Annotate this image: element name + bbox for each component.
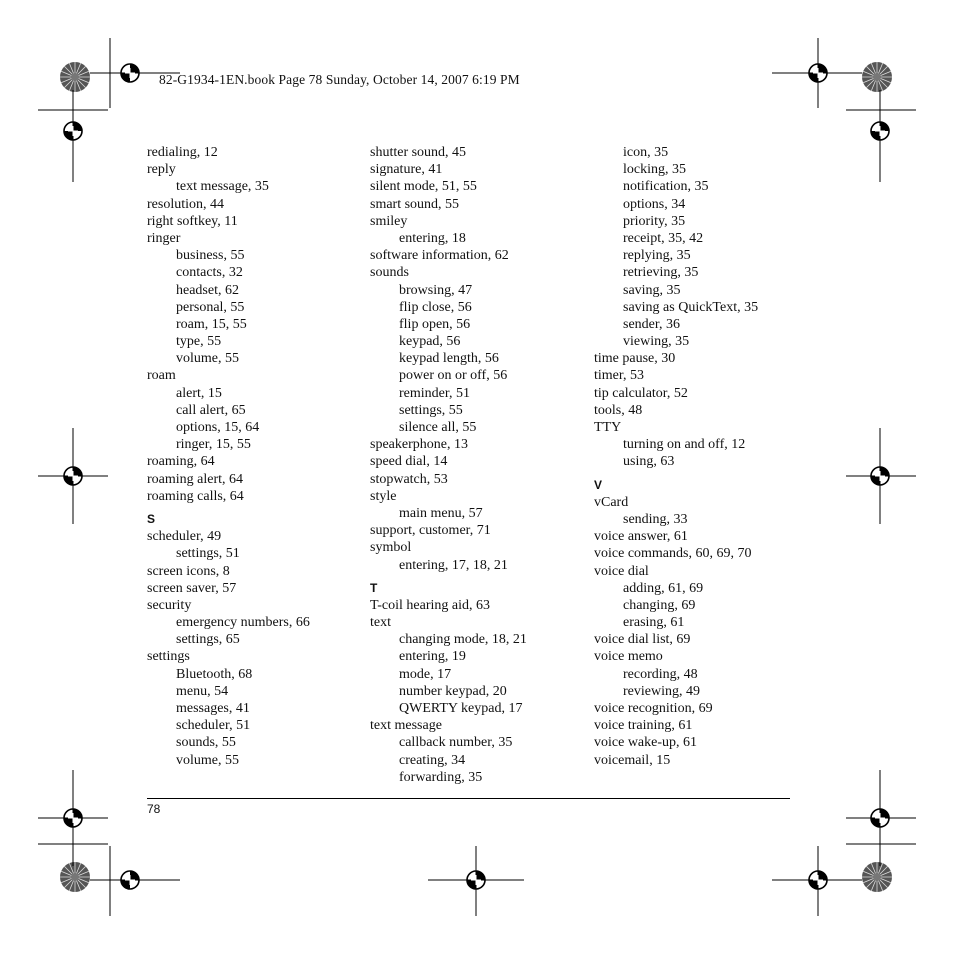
index-entry: reply (147, 162, 176, 178)
index-subentry: volume, 55 (176, 752, 239, 768)
print-header: 82-G1934-1EN.book Page 78 Sunday, October 14, 2007 6:19 PM (159, 72, 520, 87)
index-subentry: saving, 35 (623, 282, 681, 298)
index-subentry: options, 34 (623, 196, 686, 212)
index-entry: voice commands, 60, 69, 70 (594, 546, 752, 562)
index-entry: voice dial (594, 563, 649, 579)
index-subentry: changing mode, 18, 21 (399, 632, 527, 648)
index-entry: timer, 53 (594, 368, 644, 384)
index-subentry: notification, 35 (623, 179, 709, 195)
index-subentry: sender, 36 (623, 316, 680, 332)
index-letter-heading: V (594, 477, 603, 492)
index-subentry: silence all, 55 (399, 420, 477, 435)
color-target-bottom-left (60, 862, 90, 892)
index-subentry: sending, 33 (623, 511, 688, 527)
index-entry: settings (147, 649, 190, 665)
index-subentry: creating, 34 (399, 752, 466, 768)
index-column-3 (594, 144, 814, 769)
index-subentry: reviewing, 49 (623, 683, 700, 699)
index-entry: silent mode, 51, 55 (370, 179, 477, 195)
index-entry: roaming alert, 64 (147, 471, 244, 487)
index-entry: shutter sound, 45 (370, 145, 467, 160)
index-entry: resolution, 44 (147, 196, 224, 212)
index-entry: smart sound, 55 (370, 196, 460, 212)
index-subentry: retrieving, 35 (623, 265, 699, 281)
index-subentry: using, 63 (623, 454, 675, 470)
index-subentry: main menu, 57 (399, 505, 483, 521)
index-entry: voice memo (594, 649, 663, 665)
index-entry: software information, 62 (370, 248, 509, 264)
index-entry: text message (370, 718, 442, 734)
index-subentry: entering, 18 (399, 230, 466, 246)
index-subentry: icon, 35 (623, 145, 669, 160)
index-subentry: entering, 17, 18, 21 (399, 557, 508, 573)
index-subentry: number keypad, 20 (399, 683, 507, 699)
index-subentry: alert, 15 (176, 385, 222, 401)
index-subentry: entering, 19 (399, 649, 466, 665)
index-entry: voice answer, 61 (594, 529, 688, 545)
index-subentry: receipt, 35, 42 (623, 230, 704, 246)
index-subentry: saving as QuickText, 35 (623, 299, 759, 315)
index-subentry: scheduler, 51 (176, 718, 251, 734)
color-target-top-left (60, 62, 90, 92)
index-entry: tools, 48 (594, 402, 643, 418)
index-entry: vCard (594, 494, 629, 510)
index-subentry: priority, 35 (623, 213, 686, 229)
index-entry: signature, 41 (370, 162, 443, 178)
index-entry: tip calculator, 52 (594, 385, 688, 401)
index-entry: screen saver, 57 (147, 580, 237, 596)
index-subentry: ringer, 15, 55 (176, 437, 251, 453)
index-entry: smiley (370, 213, 408, 229)
index-subentry: business, 55 (176, 248, 245, 264)
index-subentry: messages, 41 (176, 701, 250, 716)
index-subentry: flip open, 56 (399, 316, 471, 332)
index-entry: TTY (594, 420, 622, 435)
index-entry: style (370, 488, 397, 504)
index-entry: symbol (370, 540, 412, 556)
index-subentry: Bluetooth, 68 (176, 666, 253, 682)
index-subentry: settings, 55 (399, 402, 463, 418)
index-entry: support, customer, 71 (370, 523, 491, 539)
index-entry: roam (147, 368, 176, 384)
index-subentry: keypad, 56 (399, 334, 461, 350)
index-entry: roaming, 64 (147, 454, 215, 470)
index-subentry: flip close, 56 (399, 299, 472, 315)
color-target-bottom-right (862, 862, 892, 892)
index-subentry: menu, 54 (176, 683, 229, 699)
index-subentry: roam, 15, 55 (176, 316, 247, 332)
index-subentry: emergency numbers, 66 (176, 615, 310, 631)
index-letter-heading: S (147, 511, 156, 526)
index-entry: voice dial list, 69 (594, 632, 691, 648)
index-subentry: changing, 69 (623, 597, 696, 613)
index-entry: sounds (370, 265, 409, 281)
index-subentry: recording, 48 (623, 666, 698, 682)
color-target-top-right (862, 62, 892, 92)
index-entry: scheduler, 49 (147, 529, 222, 545)
index-subentry: viewing, 35 (623, 334, 690, 350)
index-subentry: sounds, 55 (176, 735, 236, 751)
index-subentry: call alert, 65 (176, 402, 246, 418)
index-subentry: reminder, 51 (399, 385, 470, 401)
index-subentry: settings, 51 (176, 546, 240, 562)
index-entry: voice wake-up, 61 (594, 735, 698, 751)
index-subentry: forwarding, 35 (399, 769, 483, 785)
index-entry: speakerphone, 13 (370, 437, 468, 453)
index-subentry: mode, 17 (399, 666, 452, 682)
index-letter-heading: T (370, 580, 378, 595)
index-entry: screen icons, 8 (147, 563, 230, 579)
index-subentry: options, 15, 64 (176, 420, 260, 435)
index-entry: stopwatch, 53 (370, 471, 448, 487)
index-subentry: text message, 35 (176, 179, 269, 195)
index-subentry: headset, 62 (176, 282, 239, 298)
index-subentry: power on or off, 56 (399, 368, 508, 384)
index-column-1 (147, 144, 367, 769)
index-subentry: browsing, 47 (399, 282, 473, 298)
index-entry: security (147, 597, 192, 613)
index-entry: text (370, 615, 391, 631)
index-subentry: personal, 55 (176, 299, 245, 315)
index-entry: T-coil hearing aid, 63 (370, 597, 491, 613)
index-entry: redialing, 12 (147, 145, 218, 160)
index-entry: voice training, 61 (594, 718, 693, 734)
index-entry: right softkey, 11 (147, 213, 238, 229)
index-entry: roaming calls, 64 (147, 488, 244, 504)
index-entry: speed dial, 14 (370, 454, 448, 470)
index-entry: time pause, 30 (594, 351, 676, 367)
index-subentry: locking, 35 (623, 162, 686, 178)
index-subentry: type, 55 (176, 334, 222, 350)
footer-rule (147, 798, 790, 799)
index-subentry: QWERTY keypad, 17 (399, 701, 523, 716)
index-entry: voice recognition, 69 (594, 701, 713, 716)
index-subentry: erasing, 61 (623, 615, 685, 631)
index-entry: ringer (147, 230, 181, 246)
index-subentry: adding, 61, 69 (623, 580, 704, 596)
index-subentry: callback number, 35 (399, 735, 513, 751)
index-subentry: keypad length, 56 (399, 351, 499, 367)
index-entry: voicemail, 15 (594, 752, 671, 768)
index-column-2 (370, 144, 590, 786)
page-number: 78 (147, 802, 161, 816)
index-subentry: turning on and off, 12 (623, 437, 746, 453)
index-subentry: contacts, 32 (176, 265, 243, 281)
index-subentry: volume, 55 (176, 351, 239, 367)
index-subentry: settings, 65 (176, 632, 240, 648)
index-subentry: replying, 35 (623, 248, 691, 264)
